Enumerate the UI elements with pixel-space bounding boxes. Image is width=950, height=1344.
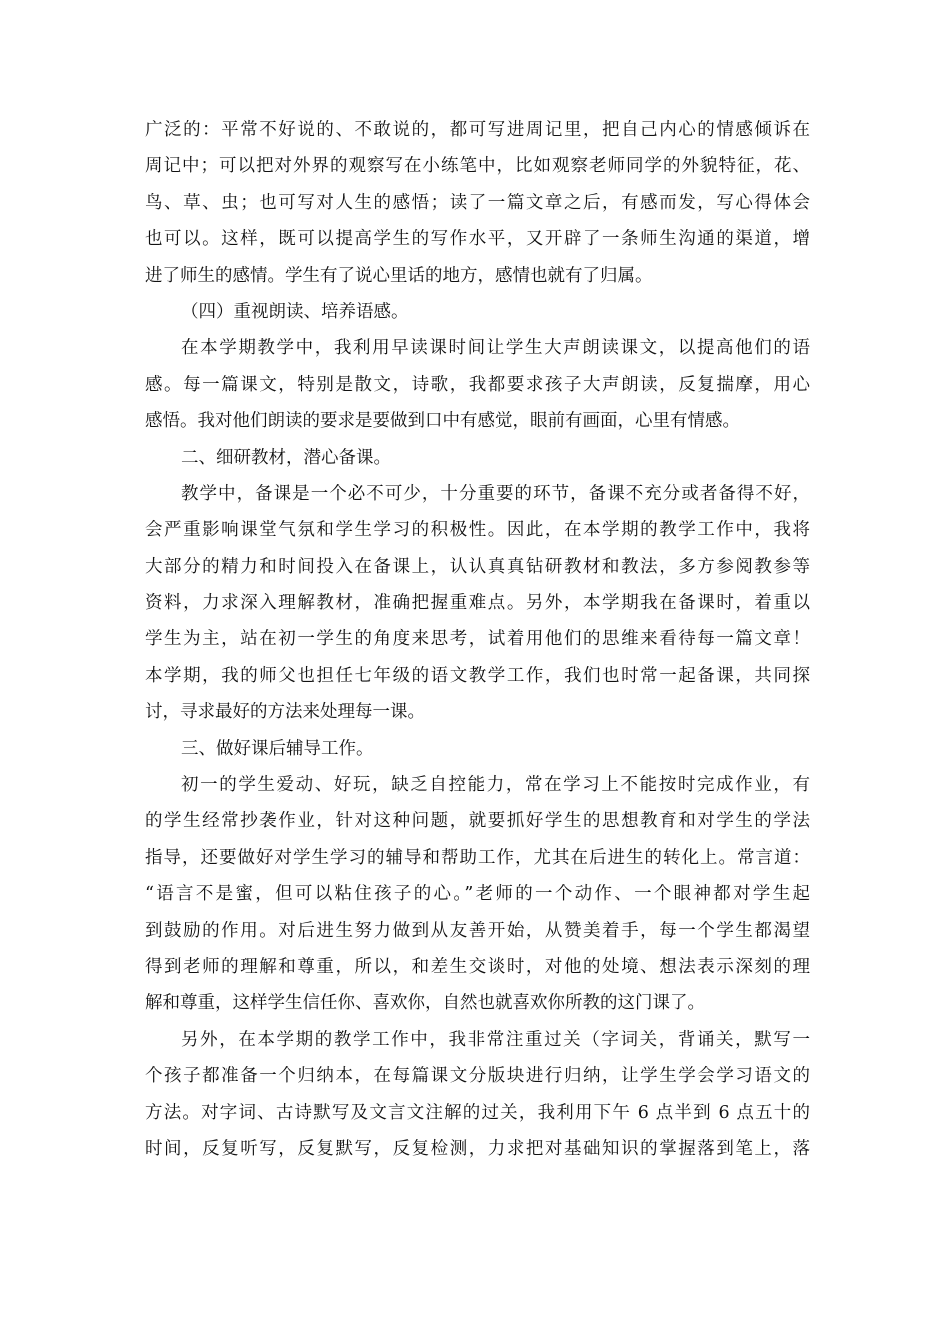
document-body bbox=[145, 112, 810, 1167]
text-line: 也可以。这样，既可以提高学生的写作水平，又开辟了一条师生沟通的渠道，增 bbox=[145, 229, 810, 250]
text-line: 讨，寻求最好的方法来处理每一课。 bbox=[145, 702, 425, 723]
text-line: 进了师生的感情。学生有了说心里话的地方，感情也就有了归属。 bbox=[145, 265, 653, 286]
text-line: 得到老师的理解和尊重，所以，和差生交谈时，对他的处境、想法表示深刻的理 bbox=[145, 956, 810, 977]
text-line: 感。每一篇课文，特别是散文，诗歌，我都要求孩子大声朗读，反复揣摩，用心 bbox=[145, 374, 810, 395]
text-line: 资料，力求深入理解教材，准确把握重难点。另外，本学期我在备课时，着重以 bbox=[145, 593, 810, 614]
text-line: “语言不是蜜，但可以粘住孩子的心。”老师的一个动作、一个眼神都对学生起 bbox=[145, 884, 810, 905]
section-heading: 三、做好课后辅导工作。 bbox=[181, 738, 374, 759]
text-line: 时间，反复听写，反复默写，反复检测，力求把对基础知识的掌握落到笔上，落 bbox=[145, 1138, 810, 1159]
text-line: 本学期，我的师父也担任七年级的语文教学工作，我们也时常一起备课，共同探 bbox=[145, 665, 810, 686]
text-line: 的学生经常抄袭作业，针对这种问题，就要抓好学生的思想教育和对学生的学法 bbox=[145, 811, 810, 832]
text-line: 个孩子都准备一个归纳本，在每篇课文分版块进行归纳，让学生学会学习语文的 bbox=[145, 1066, 810, 1087]
text-line: 鸟、草、虫；也可写对人生的感悟；读了一篇文章之后，有感而发，写心得体会 bbox=[145, 192, 810, 213]
text-line: 指导，还要做好对学生学习的辅导和帮助工作，尤其在后进生的转化上。常言道： bbox=[145, 847, 810, 868]
text-line: 广泛的：平常不好说的、不敢说的，都可写进周记里，把自己内心的情感倾诉在 bbox=[145, 120, 810, 140]
text-line: 在本学期教学中，我利用早读课时间让学生大声朗读课文，以提高他们的语 bbox=[181, 338, 810, 359]
text-line: 初一的学生爱动、好玩，缺乏自控能力，常在学习上不能按时完成作业，有 bbox=[181, 775, 810, 796]
text-line: 解和尊重，这样学生信任你、喜欢你，自然也就喜欢你所教的这门课了。 bbox=[145, 993, 705, 1014]
text-line: 周记中；可以把对外界的观察写在小练笔中，比如观察老师同学的外貌特征，花、 bbox=[145, 156, 810, 177]
text-line: 会严重影响课堂气氛和学生学习的积极性。因此，在本学期的教学工作中，我将 bbox=[145, 520, 810, 541]
section-heading: （四）重视朗读、培养语感。 bbox=[181, 301, 409, 322]
text-line: 学生为主，站在初一学生的角度来思考，试着用他们的思维来看待每一篇文章！ bbox=[145, 629, 810, 650]
text-line: 到鼓励的作用。对后进生努力做到从友善开始，从赞美着手，每一个学生都渴望 bbox=[145, 920, 810, 941]
text-line: 另外，在本学期的教学工作中，我非常注重过关（字词关，背诵关，默写一 bbox=[181, 1029, 810, 1050]
text-line: 方法。对字词、古诗默写及文言文注解的过关，我利用下午 6 点半到 6 点五十的 bbox=[145, 1102, 810, 1123]
text-line: 大部分的精力和时间投入在备课上，认认真真钻研教材和教法，多方参阅教参等 bbox=[145, 556, 810, 577]
section-heading: 二、细研教材，潜心备课。 bbox=[181, 447, 391, 468]
text-line: 感悟。我对他们朗读的要求是要做到口中有感觉，眼前有画面，心里有情感。 bbox=[145, 411, 740, 432]
text-line: 教学中，备课是一个必不可少，十分重要的环节，备课不充分或者备得不好， bbox=[181, 483, 810, 504]
